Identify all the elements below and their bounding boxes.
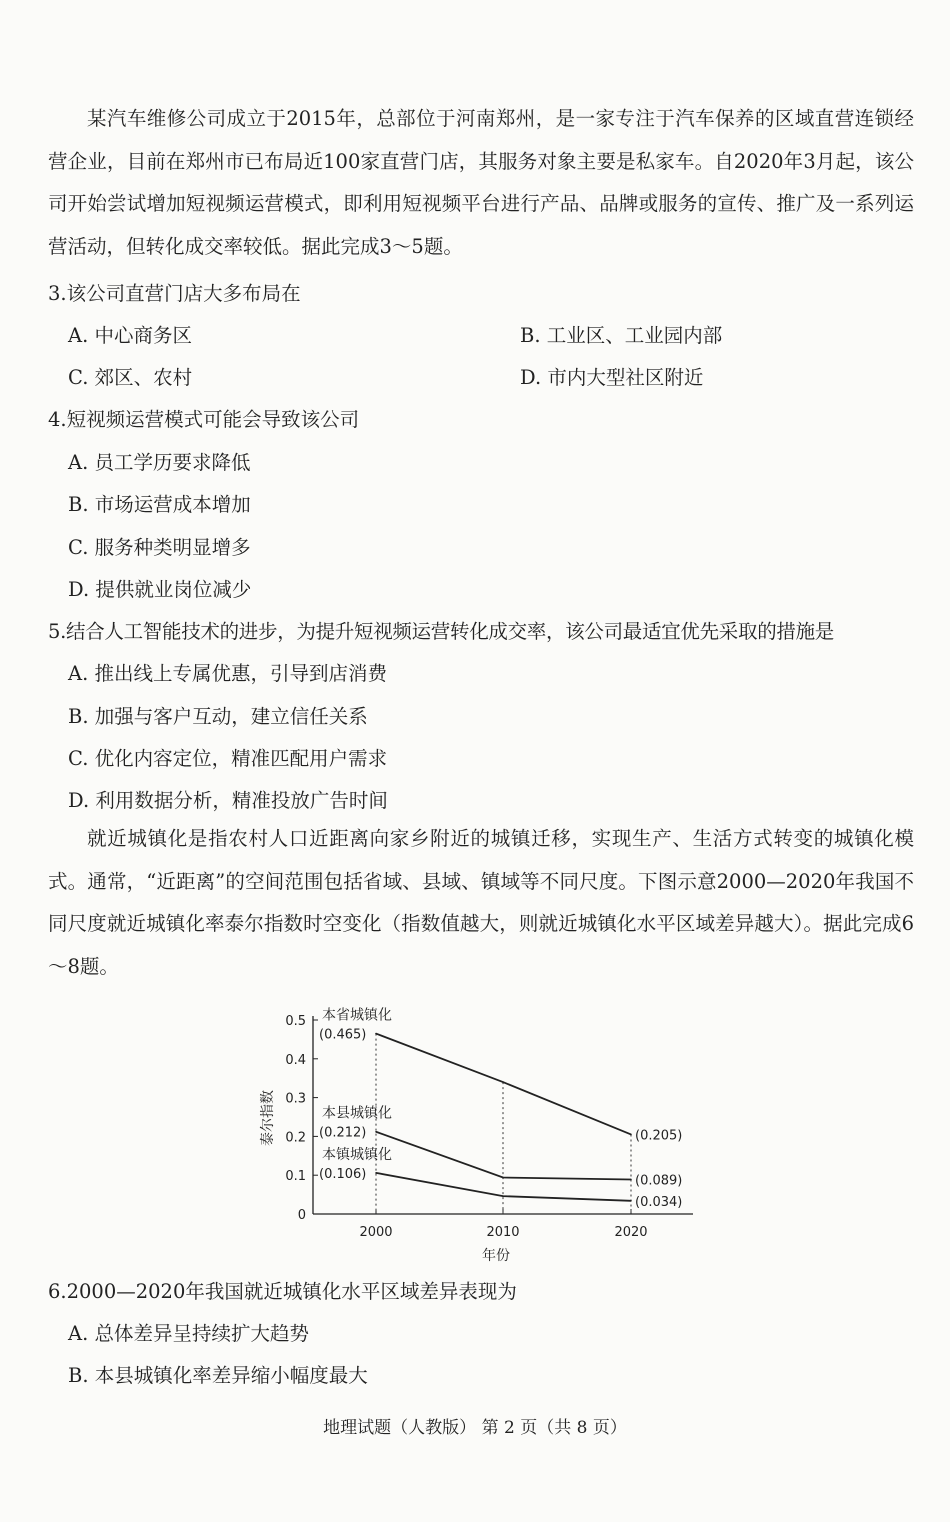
x-tick-label: 2020	[614, 1225, 648, 1240]
question-3-option-d: D. 市内大型社区附近	[520, 366, 704, 389]
series-end-label: (0.089)	[635, 1173, 683, 1189]
data-point	[630, 1179, 632, 1181]
y-tick-label: 0.4	[285, 1052, 306, 1068]
y-axis-label: 泰尔指数	[260, 1090, 276, 1146]
series-end-label: (0.034)	[635, 1194, 683, 1210]
series-end-label: (0.205)	[635, 1128, 683, 1144]
question-6-option-a: A. 总体差异呈持续扩大趋势	[68, 1322, 309, 1345]
y-tick-label: 0.3	[285, 1091, 306, 1107]
data-point	[502, 1177, 504, 1179]
y-tick-label: 0.1	[285, 1169, 306, 1185]
question-4-option-d: D. 提供就业岗位减少	[68, 578, 252, 601]
series-start-label: (0.106)	[319, 1166, 367, 1182]
data-point	[630, 1134, 632, 1136]
question-5-option-b: B. 加强与客户互动，建立信任关系	[68, 705, 368, 728]
theil-index-chart	[0, 1000, 950, 1280]
y-tick-label: 0.5	[285, 1014, 306, 1029]
y-tick-label: 0.2	[285, 1130, 306, 1146]
x-tick-label: 2000	[359, 1225, 393, 1240]
question-6-option-b: B. 本县城镇化率差异缩小幅度最大	[68, 1364, 368, 1387]
question-4-option-c: C. 服务种类明显增多	[68, 536, 251, 559]
passage-intro-1: 某汽车维修公司成立于2015年，总部位于河南郑州，是一家专注于汽车保养的区域直营连锁经营企业，目前在郑州市已布局近100家直营门店，其服务对象主要是私家车。自2020年3月起，该公司开始尝试增加短视频运营模式，即利用短视频平台进行产品、品牌或服务的宣传、推广及一系列运营活动，但转化成交率较低。据此完成3～5题。	[48, 107, 914, 258]
question-4-option-a: A. 员工学历要求降低	[68, 451, 251, 474]
x-tick-label: 2010	[486, 1225, 520, 1240]
question-4-option-b: B. 市场运营成本增加	[68, 493, 251, 516]
data-point	[375, 1131, 377, 1133]
x-axis-label: 年份	[482, 1248, 510, 1264]
question-3-stem: 3.该公司直营门店大多布局在	[48, 282, 301, 305]
series-start-label: (0.212)	[319, 1125, 367, 1141]
question-5-option-d: D. 利用数据分析，精准投放广告时间	[68, 789, 388, 812]
question-4-stem: 4.短视频运营模式可能会导致该公司	[48, 408, 360, 431]
data-point	[630, 1200, 632, 1202]
question-5-option-c: C. 优化内容定位，精准匹配用户需求	[68, 747, 388, 770]
data-point	[375, 1033, 377, 1035]
question-3-option-a: A. 中心商务区	[68, 324, 192, 347]
question-5-stem: 5.结合人工智能技术的进步，为提升短视频运营转化成交率，该公司最适宜优先采取的措施是	[48, 620, 835, 643]
question-3-option-b: B. 工业区、工业园内部	[520, 324, 723, 347]
data-point	[502, 1081, 504, 1083]
series-start-label: (0.465)	[319, 1027, 367, 1043]
data-point	[375, 1172, 377, 1174]
page-footer: 地理试题（人教版） 第 2 页（共 8 页）	[323, 1418, 627, 1438]
data-point	[502, 1195, 504, 1197]
question-6-stem: 6.2000—2020年我国就近城镇化水平区域差异表现为	[48, 1280, 517, 1303]
series-name-label: 本县城镇化	[322, 1105, 392, 1122]
series-name-label: 本镇城镇化	[322, 1146, 392, 1163]
question-5-option-a: A. 推出线上专属优惠，引导到店消费	[68, 662, 387, 685]
y-tick-label: 0	[297, 1208, 306, 1223]
passage-intro-2: 就近城镇化是指农村人口近距离向家乡附近的城镇迁移，实现生产、生活方式转变的城镇化模式。通常，“近距离”的空间范围包括省域、县域、镇域等不同尺度。下图示意2000—2020年我国不同尺度就近城镇化率泰尔指数时空变化（指数值越大，则就近城镇化水平区域差异越大）。据此完成6～8题。	[48, 827, 914, 978]
series-name-label: 本省城镇化	[322, 1007, 392, 1024]
question-3-option-c: C. 郊区、农村	[68, 366, 193, 389]
